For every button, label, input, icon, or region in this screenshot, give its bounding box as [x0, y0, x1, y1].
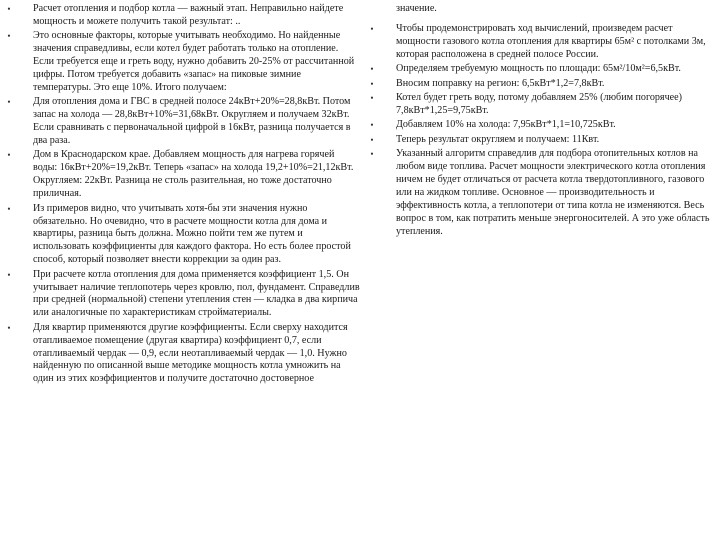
list-item [367, 63, 717, 76]
bullet-icon: • [7, 150, 11, 161]
bullet-icon: • [370, 92, 374, 103]
list-item-text: Чтобы продемонстрировать ход вычислений, произведем расчет мощности газового котла отопления для квартиры 65м² с потолками 3м, которая расположена в средней полосе России. [396, 22, 706, 60]
list-item [4, 269, 360, 321]
list-item [367, 92, 717, 118]
list-item [367, 119, 717, 132]
list-item-text: Дом в Краснодарском крае. Добавляем мощность для нагрева горячей воды: 16кВт+20%=19,2кВт. Теперь «запас» на холода 19,2+10%=21,12кВт. Округляем: 22кВт. Разница не столь разительная, но тоже достаточно приличная. [33, 149, 354, 200]
bullet-icon: • [7, 97, 11, 108]
bullet-icon: • [7, 203, 11, 214]
list-item [4, 3, 360, 29]
list-item-text: При расчете котла отопления для дома применяется коэффициент 1,5. Он учитывает наличие теплопотерь через кровлю, пол, фундамент. Справедлив при средней (нормальной) степени утепления стен — кладка в два кирпича или аналогичные по характеристикам стройматериалы. [33, 268, 360, 319]
list-item [4, 96, 360, 148]
list-item-text: Котел будет греть воду, потому добавляем 25% (любим погорячее) 7,8кВт*1,25=9,75кВт. [396, 91, 682, 116]
list-item-text: Для квартир применяются другие коэффициенты. Если сверху находится отапливаемое помещение (другая квартира) коэффициент 0,7, если отапливаемый чердак — 0,9, если неотапливаемый чердак — 1,0. Нужно найденную по описанной выше методике мощность котла умножить на один из этих коэффициентов и получите достаточно достоверное [33, 321, 348, 385]
bullet-icon: • [370, 149, 374, 160]
list-item [367, 23, 717, 62]
bullet-icon: • [7, 322, 11, 333]
list-item [4, 30, 360, 95]
list-item [367, 78, 717, 91]
bullet-icon: • [7, 4, 11, 14]
bullet-icon: • [7, 31, 11, 42]
bullet-icon: • [7, 269, 11, 280]
left-column [4, 3, 360, 388]
list-item-text: Добавляем 10% на холода: 7,95кВт*1,1=10,725кВт. [396, 119, 616, 131]
right-bullet-list [367, 23, 717, 239]
list-item-text: Расчет отопления и подбор котла — важный этап. Неправильно найдете мощность и можете получить такой результат: .. [33, 3, 344, 27]
continuation-text: значение. [396, 3, 437, 14]
list-item-text: Для отопления дома и ГВС в средней полосе 24кВт+20%=28,8кВт. Потом запас на холода — 28,8кВт+10%=31,68кВт. Округляем и получаем 32кВт. Если сравнивать с первоначальной цифрой в 16кВт, разница получается в два раза. [33, 96, 351, 147]
list-item [367, 148, 717, 238]
bullet-icon: • [370, 78, 374, 89]
list-item-text: Вносим поправку на регион: 6,5кВт*1,2=7,8кВт. [396, 77, 605, 89]
bullet-icon: • [370, 23, 374, 34]
list-item [4, 203, 360, 268]
list-item [4, 149, 360, 201]
list-item [367, 134, 717, 147]
list-item [4, 322, 360, 387]
list-item-text: Теперь результат округляем и получаем: 11Квт. [396, 133, 600, 145]
list-item-text: Определяем требуемую мощность по площади: 65м²/10м²=6,5кВт. [396, 63, 681, 75]
bullet-icon: • [370, 134, 374, 145]
bullet-icon: • [370, 64, 374, 75]
bullet-icon: • [370, 120, 374, 131]
list-item-text: Указанный алгоритм справедлив для подбора отопительных котлов на любом виде топлива. Расчет мощности электрического котла отопления ничем не будет отличаться от расчета котла твердотопливного, газового или на жидком топливе. Основное — производительность и эффективность котла, а теплопотери от типа котла не изменяются. Весь вопрос в том, как потратить меньше энергоносителей. А это уже область утепления. [396, 148, 710, 237]
list-item-text: Из примеров видно, что учитывать хотя-бы эти значения нужно обязательно. Но очевидно, что в расчете мощности котла для дома и квартиры, разница быть должна. Можно пойти тем же путем и использовать коэффициенты для каждого фактора. Но есть более простой способ, который позволяет внести коррекции за один раз. [33, 202, 351, 266]
list-item-text: Это основные факторы, которые учитывать необходимо. Но найденные значения справедливы, если котел будет работать только на отопление. Если требуется еще и греть воду, нужно добавить 20-25% от рассчитанной цифры. Потом требуется добавить «запас» на пиковые зимние температуры. Это еще 10%. Итого получаем: [33, 30, 355, 93]
right-column [367, 3, 717, 240]
left-bullet-list [4, 3, 360, 386]
